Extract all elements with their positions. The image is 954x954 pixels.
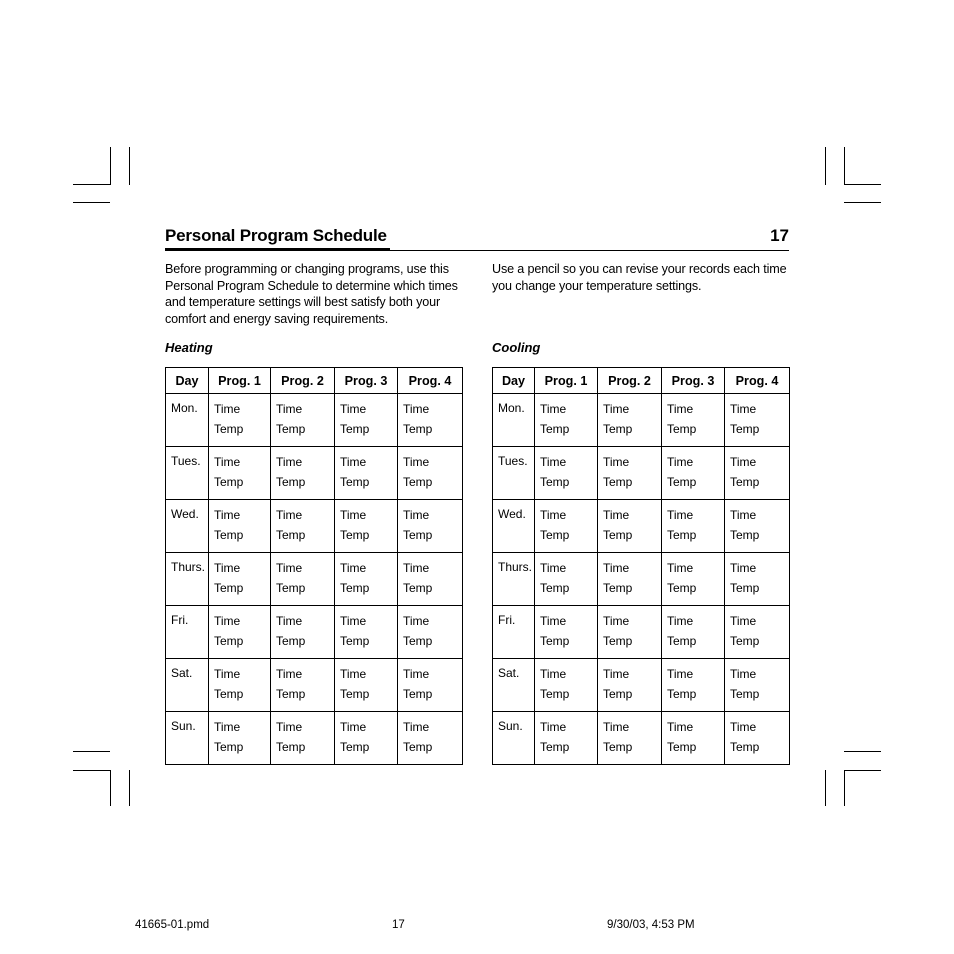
day-cell: Wed. bbox=[166, 500, 209, 553]
temp-label: Temp bbox=[667, 581, 697, 595]
temp-label: Temp bbox=[276, 475, 306, 489]
table-row bbox=[493, 606, 790, 659]
table-row bbox=[493, 447, 790, 500]
program-entry-cell[interactable] bbox=[662, 659, 725, 712]
program-entry-cell[interactable] bbox=[598, 500, 662, 553]
table-row bbox=[166, 394, 463, 447]
temp-label: Temp bbox=[603, 528, 633, 542]
day-cell: Thurs. bbox=[493, 553, 535, 606]
program-entry-cell[interactable] bbox=[271, 712, 335, 765]
temp-label: Temp bbox=[214, 528, 244, 542]
crop-mark bbox=[825, 147, 826, 185]
time-label: Time bbox=[667, 402, 694, 416]
temp-label: Temp bbox=[667, 475, 697, 489]
time-label: Time bbox=[540, 508, 567, 522]
column-header: Prog. 3 bbox=[335, 368, 398, 394]
time-label: Time bbox=[667, 455, 694, 469]
program-entry-cell[interactable] bbox=[209, 500, 271, 553]
program-entry-cell[interactable] bbox=[209, 606, 271, 659]
temp-label: Temp bbox=[603, 475, 633, 489]
column-header: Day bbox=[493, 368, 535, 394]
temp-label: Temp bbox=[730, 475, 760, 489]
temp-label: Temp bbox=[667, 740, 697, 754]
crop-mark bbox=[844, 770, 845, 806]
temp-label: Temp bbox=[667, 528, 697, 542]
time-label: Time bbox=[340, 402, 367, 416]
heating-schedule-table bbox=[165, 367, 463, 765]
day-cell: Mon. bbox=[493, 394, 535, 447]
table-header-row bbox=[166, 368, 463, 394]
temp-label: Temp bbox=[403, 687, 433, 701]
page-number: 17 bbox=[770, 226, 789, 245]
time-label: Time bbox=[214, 402, 241, 416]
crop-mark bbox=[73, 770, 110, 771]
day-cell: Sat. bbox=[493, 659, 535, 712]
column-header: Prog. 2 bbox=[271, 368, 335, 394]
time-label: Time bbox=[403, 508, 430, 522]
temp-label: Temp bbox=[603, 740, 633, 754]
column-header: Prog. 1 bbox=[535, 368, 598, 394]
program-entry-cell[interactable] bbox=[209, 447, 271, 500]
temp-label: Temp bbox=[603, 687, 633, 701]
time-label: Time bbox=[340, 561, 367, 575]
heating-label: Heating bbox=[165, 340, 213, 355]
program-entry-cell[interactable] bbox=[662, 606, 725, 659]
time-label: Time bbox=[603, 455, 630, 469]
program-entry-cell[interactable] bbox=[209, 553, 271, 606]
table-row bbox=[166, 553, 463, 606]
temp-label: Temp bbox=[214, 740, 244, 754]
cooling-schedule-table bbox=[492, 367, 790, 765]
crop-mark bbox=[844, 184, 881, 185]
temp-label: Temp bbox=[276, 581, 306, 595]
program-entry-cell[interactable] bbox=[271, 394, 335, 447]
table-row bbox=[166, 606, 463, 659]
day-cell: Sat. bbox=[166, 659, 209, 712]
program-entry-cell[interactable] bbox=[535, 500, 598, 553]
time-label: Time bbox=[540, 402, 567, 416]
time-label: Time bbox=[340, 508, 367, 522]
program-entry-cell[interactable] bbox=[398, 553, 463, 606]
day-cell: Wed. bbox=[493, 500, 535, 553]
time-label: Time bbox=[667, 561, 694, 575]
temp-label: Temp bbox=[540, 740, 570, 754]
program-entry-cell[interactable] bbox=[209, 712, 271, 765]
time-label: Time bbox=[214, 614, 241, 628]
temp-label: Temp bbox=[340, 634, 370, 648]
temp-label: Temp bbox=[214, 475, 244, 489]
temp-label: Temp bbox=[540, 528, 570, 542]
time-label: Time bbox=[214, 667, 241, 681]
crop-mark bbox=[110, 770, 111, 806]
time-label: Time bbox=[214, 455, 241, 469]
temp-label: Temp bbox=[667, 634, 697, 648]
temp-label: Temp bbox=[540, 475, 570, 489]
temp-label: Temp bbox=[730, 581, 760, 595]
time-label: Time bbox=[603, 667, 630, 681]
program-entry-cell[interactable] bbox=[598, 659, 662, 712]
crop-mark bbox=[844, 202, 881, 203]
intro-paragraph-right: Use a pencil so you can revise your records each time you change your temperature settings. bbox=[492, 262, 787, 293]
time-label: Time bbox=[403, 402, 430, 416]
intro-paragraph-left: Before programming or changing programs, use this Personal Program Schedule to determine which times and temperature settings will best satisfy both your comfort and energy saving requirements. bbox=[165, 262, 458, 326]
crop-mark bbox=[73, 202, 110, 203]
time-label: Time bbox=[667, 720, 694, 734]
temp-label: Temp bbox=[540, 687, 570, 701]
table-row bbox=[493, 553, 790, 606]
program-entry-cell[interactable] bbox=[598, 394, 662, 447]
program-entry-cell[interactable] bbox=[725, 553, 790, 606]
table-row bbox=[166, 712, 463, 765]
program-entry-cell[interactable] bbox=[335, 447, 398, 500]
program-entry-cell[interactable] bbox=[398, 659, 463, 712]
time-label: Time bbox=[540, 667, 567, 681]
time-label: Time bbox=[540, 720, 567, 734]
table-row bbox=[493, 500, 790, 553]
table-row bbox=[166, 500, 463, 553]
time-label: Time bbox=[667, 667, 694, 681]
time-label: Time bbox=[540, 455, 567, 469]
temp-label: Temp bbox=[340, 528, 370, 542]
day-cell: Sun. bbox=[493, 712, 535, 765]
temp-label: Temp bbox=[276, 634, 306, 648]
program-entry-cell[interactable] bbox=[398, 500, 463, 553]
temp-label: Temp bbox=[276, 422, 306, 436]
time-label: Time bbox=[403, 614, 430, 628]
temp-label: Temp bbox=[540, 634, 570, 648]
program-entry-cell[interactable] bbox=[335, 606, 398, 659]
day-cell: Fri. bbox=[166, 606, 209, 659]
time-label: Time bbox=[276, 667, 303, 681]
time-label: Time bbox=[603, 561, 630, 575]
program-entry-cell[interactable] bbox=[398, 447, 463, 500]
temp-label: Temp bbox=[730, 422, 760, 436]
time-label: Time bbox=[214, 720, 241, 734]
crop-mark bbox=[73, 184, 110, 185]
temp-label: Temp bbox=[403, 634, 433, 648]
time-label: Time bbox=[214, 561, 241, 575]
program-entry-cell[interactable] bbox=[662, 447, 725, 500]
time-label: Time bbox=[403, 720, 430, 734]
time-label: Time bbox=[603, 720, 630, 734]
temp-label: Temp bbox=[730, 634, 760, 648]
time-label: Time bbox=[730, 455, 757, 469]
temp-label: Temp bbox=[276, 528, 306, 542]
program-entry-cell[interactable] bbox=[535, 659, 598, 712]
cooling-label: Cooling bbox=[492, 340, 541, 355]
day-cell: Mon. bbox=[166, 394, 209, 447]
temp-label: Temp bbox=[214, 687, 244, 701]
program-entry-cell[interactable] bbox=[335, 500, 398, 553]
program-entry-cell[interactable] bbox=[209, 659, 271, 712]
title-underline bbox=[165, 248, 390, 250]
time-label: Time bbox=[730, 508, 757, 522]
table-row bbox=[166, 447, 463, 500]
time-label: Time bbox=[730, 667, 757, 681]
day-cell: Tues. bbox=[166, 447, 209, 500]
temp-label: Temp bbox=[540, 422, 570, 436]
column-header: Prog. 1 bbox=[209, 368, 271, 394]
program-entry-cell[interactable] bbox=[662, 500, 725, 553]
table-header-row bbox=[493, 368, 790, 394]
time-label: Time bbox=[603, 508, 630, 522]
time-label: Time bbox=[730, 561, 757, 575]
time-label: Time bbox=[403, 667, 430, 681]
time-label: Time bbox=[540, 614, 567, 628]
program-entry-cell[interactable] bbox=[725, 500, 790, 553]
temp-label: Temp bbox=[340, 581, 370, 595]
time-label: Time bbox=[603, 402, 630, 416]
program-entry-cell[interactable] bbox=[725, 606, 790, 659]
temp-label: Temp bbox=[340, 687, 370, 701]
crop-mark bbox=[129, 770, 130, 806]
program-entry-cell[interactable] bbox=[662, 553, 725, 606]
temp-label: Temp bbox=[403, 422, 433, 436]
time-label: Time bbox=[730, 614, 757, 628]
program-entry-cell[interactable] bbox=[535, 553, 598, 606]
crop-mark bbox=[844, 751, 881, 752]
program-entry-cell[interactable] bbox=[725, 394, 790, 447]
crop-mark bbox=[110, 147, 111, 185]
program-entry-cell[interactable] bbox=[209, 394, 271, 447]
program-entry-cell[interactable] bbox=[725, 447, 790, 500]
day-cell: Tues. bbox=[493, 447, 535, 500]
crop-mark bbox=[844, 770, 881, 771]
time-label: Time bbox=[340, 667, 367, 681]
program-entry-cell[interactable] bbox=[535, 606, 598, 659]
program-entry-cell[interactable] bbox=[725, 712, 790, 765]
temp-label: Temp bbox=[340, 422, 370, 436]
program-entry-cell[interactable] bbox=[271, 659, 335, 712]
program-entry-cell[interactable] bbox=[335, 553, 398, 606]
program-entry-cell[interactable] bbox=[535, 447, 598, 500]
column-header: Prog. 3 bbox=[662, 368, 725, 394]
column-header: Prog. 2 bbox=[598, 368, 662, 394]
crop-mark bbox=[73, 751, 110, 752]
footer-timestamp: 9/30/03, 4:53 PM bbox=[607, 919, 695, 931]
temp-label: Temp bbox=[214, 634, 244, 648]
program-entry-cell[interactable] bbox=[335, 712, 398, 765]
program-entry-cell[interactable] bbox=[662, 394, 725, 447]
temp-label: Temp bbox=[667, 422, 697, 436]
time-label: Time bbox=[540, 561, 567, 575]
table-row bbox=[493, 659, 790, 712]
time-label: Time bbox=[340, 455, 367, 469]
temp-label: Temp bbox=[403, 475, 433, 489]
time-label: Time bbox=[214, 508, 241, 522]
temp-label: Temp bbox=[403, 740, 433, 754]
table-row bbox=[493, 394, 790, 447]
program-entry-cell[interactable] bbox=[598, 447, 662, 500]
program-entry-cell[interactable] bbox=[535, 712, 598, 765]
program-entry-cell[interactable] bbox=[271, 447, 335, 500]
program-entry-cell[interactable] bbox=[271, 553, 335, 606]
temp-label: Temp bbox=[403, 528, 433, 542]
crop-mark bbox=[844, 147, 845, 185]
time-label: Time bbox=[403, 561, 430, 575]
time-label: Time bbox=[667, 614, 694, 628]
time-label: Time bbox=[276, 455, 303, 469]
time-label: Time bbox=[403, 455, 430, 469]
page-title: Personal Program Schedule bbox=[165, 226, 387, 245]
column-header: Prog. 4 bbox=[398, 368, 463, 394]
column-header: Prog. 4 bbox=[725, 368, 790, 394]
temp-label: Temp bbox=[603, 581, 633, 595]
time-label: Time bbox=[667, 508, 694, 522]
table-row bbox=[166, 659, 463, 712]
crop-mark bbox=[825, 770, 826, 806]
program-entry-cell[interactable] bbox=[335, 659, 398, 712]
temp-label: Temp bbox=[730, 740, 760, 754]
temp-label: Temp bbox=[340, 740, 370, 754]
temp-label: Temp bbox=[730, 687, 760, 701]
time-label: Time bbox=[340, 720, 367, 734]
page-header bbox=[165, 226, 789, 251]
temp-label: Temp bbox=[730, 528, 760, 542]
temp-label: Temp bbox=[403, 581, 433, 595]
time-label: Time bbox=[603, 614, 630, 628]
program-entry-cell[interactable] bbox=[398, 712, 463, 765]
temp-label: Temp bbox=[276, 687, 306, 701]
time-label: Time bbox=[276, 402, 303, 416]
temp-label: Temp bbox=[214, 422, 244, 436]
time-label: Time bbox=[340, 614, 367, 628]
temp-label: Temp bbox=[214, 581, 244, 595]
crop-mark bbox=[129, 147, 130, 185]
program-entry-cell[interactable] bbox=[598, 712, 662, 765]
table-row bbox=[493, 712, 790, 765]
program-entry-cell[interactable] bbox=[335, 394, 398, 447]
temp-label: Temp bbox=[340, 475, 370, 489]
day-cell: Thurs. bbox=[166, 553, 209, 606]
program-entry-cell[interactable] bbox=[598, 553, 662, 606]
day-cell: Fri. bbox=[493, 606, 535, 659]
time-label: Time bbox=[276, 720, 303, 734]
time-label: Time bbox=[730, 720, 757, 734]
footer-filename: 41665-01.pmd bbox=[135, 919, 210, 931]
time-label: Time bbox=[730, 402, 757, 416]
time-label: Time bbox=[276, 614, 303, 628]
program-entry-cell[interactable] bbox=[535, 394, 598, 447]
footer-page-number: 17 bbox=[392, 919, 405, 931]
column-header: Day bbox=[166, 368, 209, 394]
time-label: Time bbox=[276, 508, 303, 522]
program-entry-cell[interactable] bbox=[398, 606, 463, 659]
program-entry-cell[interactable] bbox=[271, 606, 335, 659]
program-entry-cell[interactable] bbox=[725, 659, 790, 712]
day-cell: Sun. bbox=[166, 712, 209, 765]
program-entry-cell[interactable] bbox=[398, 394, 463, 447]
temp-label: Temp bbox=[540, 581, 570, 595]
time-label: Time bbox=[276, 561, 303, 575]
program-entry-cell[interactable] bbox=[271, 500, 335, 553]
program-entry-cell[interactable] bbox=[662, 712, 725, 765]
temp-label: Temp bbox=[603, 422, 633, 436]
temp-label: Temp bbox=[667, 687, 697, 701]
temp-label: Temp bbox=[276, 740, 306, 754]
program-entry-cell[interactable] bbox=[598, 606, 662, 659]
temp-label: Temp bbox=[603, 634, 633, 648]
